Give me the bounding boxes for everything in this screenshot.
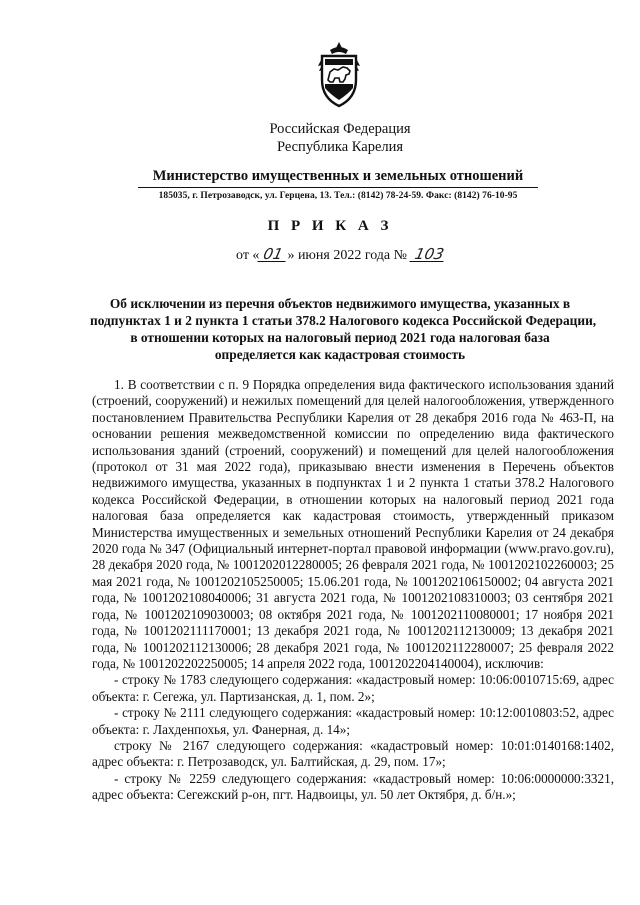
- body-paragraph-row-2111: - строку № 2111 следующего содержания: «кадастровый номер: 10:12:0010803:52, адрес объекта: г. Лахденпохья, ул. Фанерная, д. 14»;: [92, 705, 614, 737]
- ministry-name: Министерство имущественных и земельных отношений: [138, 168, 538, 188]
- coat-of-arms-icon: [316, 40, 362, 110]
- ministry-address: 185035, г. Петрозаводск, ул. Герцена, 13. Тел.: (8142) 78-24-59. Факс: (8142) 76-10-95: [158, 191, 518, 201]
- body-paragraph-row-2167: строку № 2167 следующего содержания: «кадастровый номер: 10:01:0140168:1402, адрес объекта: г. Петрозаводск, ул. Балтийская, д. 29, пом. 17»;: [92, 737, 614, 770]
- handwritten-day: 01: [258, 247, 289, 262]
- country-name: Российская Федерация: [269, 121, 411, 137]
- order-subject: [90, 295, 597, 363]
- document-type-title: П Р И К А З: [267, 218, 393, 234]
- subject-line: в отношении которых на налоговый период 2021 года налоговая база: [130, 330, 550, 345]
- body-paragraph-row-2259: - строку № 2259 следующего содержания: «кадастровый номер: 10:06:0000000:3321, адрес объекта: Сегежский р-он, пгт. Надвоицы, ул. 50 лет Октября, д. б/н.»;: [92, 770, 614, 803]
- subject-line: Об исключении из перечня объектов недвижимого имущества, указанных в: [109, 296, 571, 311]
- subject-line: подпунктах 1 и 2 пункта 1 статьи 378.2 Налогового кодекса Российской Федерации,: [90, 313, 597, 328]
- body-paragraph-row-1783: - строку № 1783 следующего содержания: «кадастровый номер: 10:06:0010715:69, адрес объекта: г. Сегежа, ул. Партизанская, д. 1, пом. 2»;: [92, 672, 614, 704]
- date-prefix: от «: [236, 248, 260, 263]
- handwritten-order-number: 103: [409, 247, 446, 262]
- date-middle: » июня 2022 года №: [287, 248, 408, 263]
- republic-name: Республика Карелия: [276, 139, 404, 155]
- order-date-line: [236, 247, 445, 264]
- subject-line: определяется как кадастровая стоимость: [214, 347, 466, 362]
- order-body: [92, 377, 614, 804]
- body-paragraph-main: 1. В соответствии с п. 9 Порядка определения вида фактического использования зданий (строений, сооружений) и нежилых помещений для целей налогообложения, утвержденного постановлением Правительства Республики Карелия от 28 декабря 2016 года № 463-П, на основании решения межведомственной комиссии по определению вида фактического использования зданий (строений, сооружений) и помещений для целей налогообложения (протокол от 31 мая 2022 года), приказываю внести изменения в Перечень объектов недвижимого имущества, указанных в подпунктах 1 и 2 пункта 1 статьи 378.2 Налогового кодекса Российской Федерации, в отношении которых на налоговый период 2021 года налоговая база определяется как кадастровая стоимость, утвержденный приказом Министерства имущественных и земельных отношений Республики Карелия от 24 декабря 2020 года № 347 (Официальный интернет-портал правовой информации (www.pravo.gov.ru), 28 декабря 2020 года, № 1001202012280005; 26 февраля 2021 года, № 1001202102260003; 25 мая 2021 года, № 1001202105250005; 15.06.201 года, № 1001202106150002; 04 августа 2021 года, № 1001202108040006; 31 августа 2021 года, № 1001202108310003; 03 сентября 2021 года, № 1001202109030003; 08 октября 2021 года, № 1001202110080001; 17 ноября 2021 года, № 1001202111170001; 13 декабря 2021 года, № 1001202112130009; 13 декабря 2021 года, № 1001202112130006; 28 декабря 2021 года, № 1001202112280007; 25 февраля 2022 года, № 1001202202250005; 14 апреля 2022 года, 1001202204140004), исключив:: [92, 377, 614, 671]
